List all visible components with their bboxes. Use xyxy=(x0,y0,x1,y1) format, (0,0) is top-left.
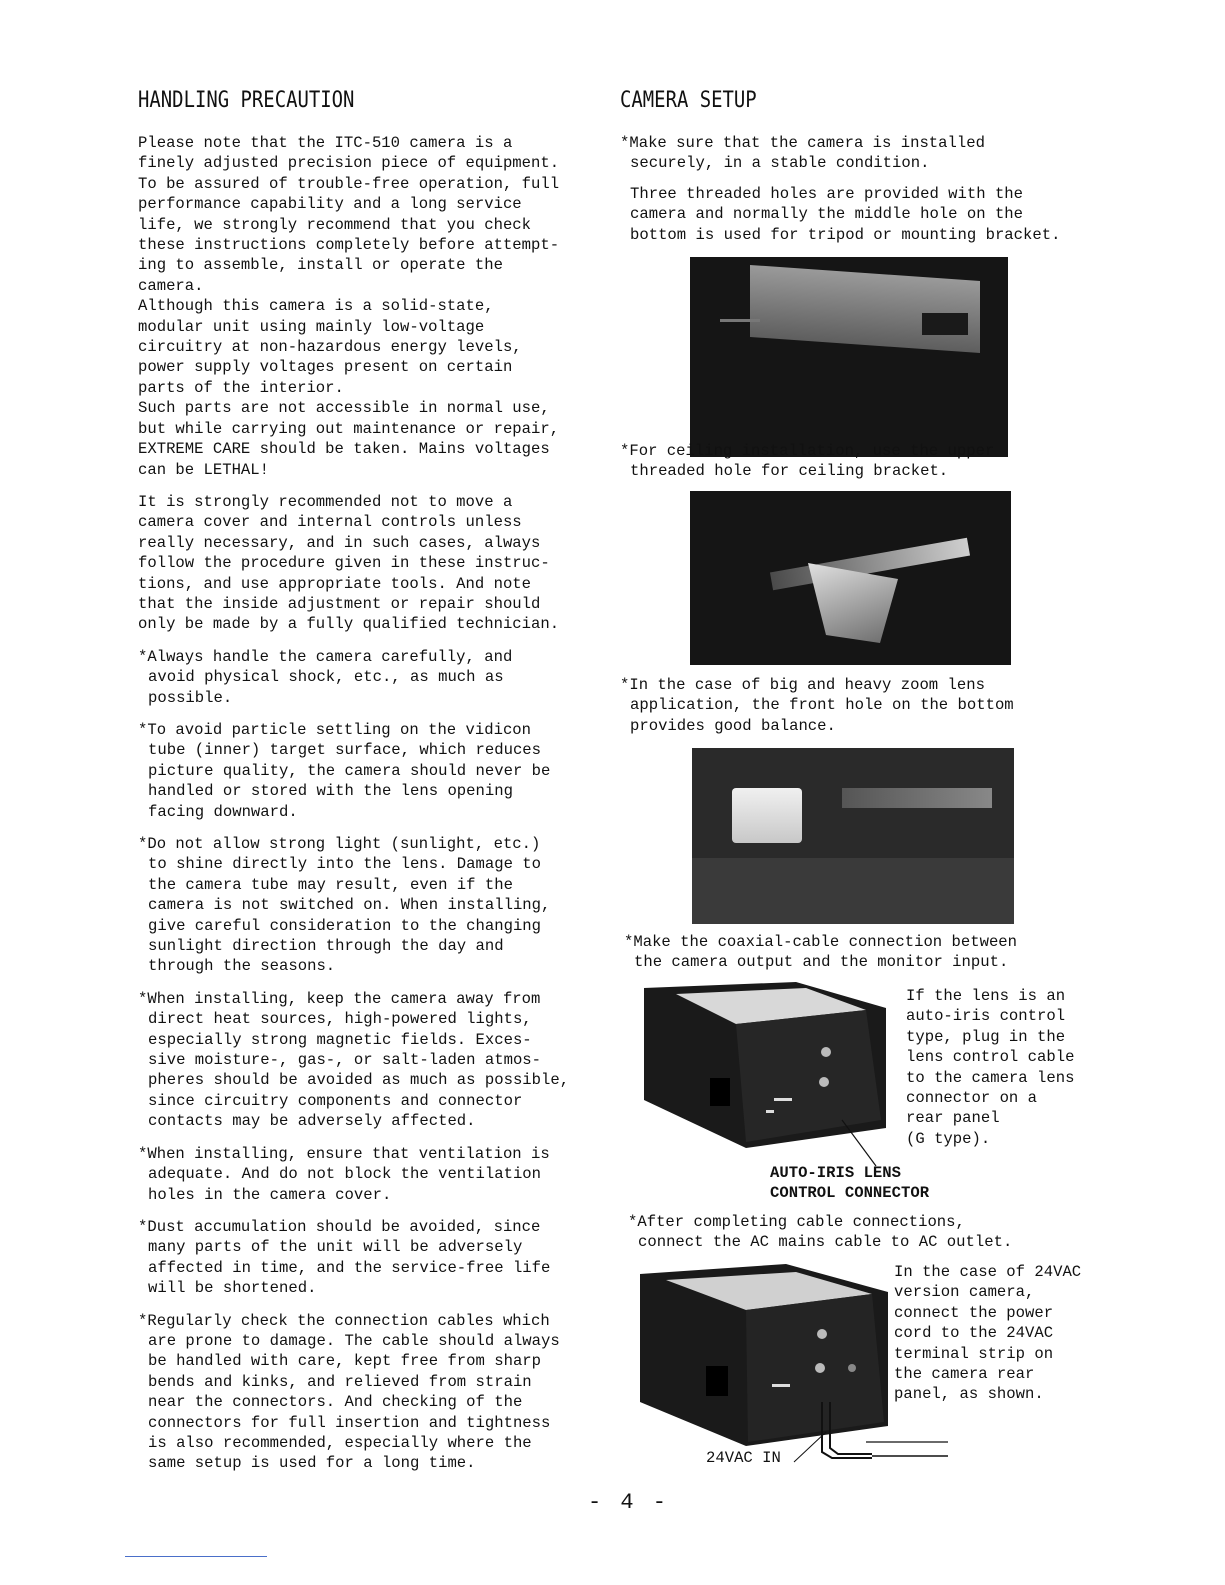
ac-mains-text: *After completing cable connections, connect the AC mains cable to AC outlet. xyxy=(628,1213,1013,1252)
bullet-particle-settling: *To avoid particle settling on the vidicon tube (inner) target surface, which reduces picture quality, the camera should never be handled or stored with the lens opening facing downward. xyxy=(138,720,551,821)
autoiris-connector-label: AUTO-IRIS LENS CONTROL CONNECTOR xyxy=(770,1164,930,1203)
ceiling-installation-text: *For ceiling installation, use the upper threaded hole for ceiling bracket. xyxy=(620,442,995,481)
bullet-strong-light: *Do not allow strong light (sunlight, etc.) to shine directly into the lens. Damage to the camera tube may result, even if the camera is not switched on. When installing, give careful consideration to the changing sunlight direction through the day and through the seasons. xyxy=(138,835,551,976)
ceiling-bracket-photo xyxy=(690,491,1011,665)
vac-note: In the case of 24VAC version camera, connect the power cord to the 24VAC terminal strip on the camera rear panel, as shown. xyxy=(894,1263,1082,1404)
warning-paragraph: It is strongly recommended not to move a camera cover and internal controls unless really necessary, and in such cases, always follow the procedure given in these instruc- tions, and use appropriate tools. And note that the inside adjustment or repair should only be made by a fully qualified technician. xyxy=(138,492,560,634)
camera-setup-heading: CAMERA SETUP xyxy=(620,88,757,113)
camera-bottom-photo xyxy=(690,257,1008,457)
coaxial-cable-text: *Make the coaxial-cable connection between the camera output and the monitor input. xyxy=(624,933,1018,972)
page-number: - 4 - xyxy=(588,1490,670,1515)
zoom-lens-text: *In the case of big and heavy zoom lens application, the front hole on the bottom provides good balance. xyxy=(620,676,1014,735)
install-securely-text: *Make sure that the camera is installed securely, in a stable condition. xyxy=(620,134,985,173)
setup-intro xyxy=(620,133,1100,257)
left-column xyxy=(138,133,608,1474)
bullet-cables: *Regularly check the connection cables which are prone to damage. The cable should always be handled with care, kept free from sharp bends and kinks, and relieved from strain near the connectors. And checking of the connectors for full insertion and tightness is also recommended, especially where the same setup is used for a long time. xyxy=(138,1311,560,1473)
zoom-lens-photo xyxy=(692,748,1014,924)
bullet-dust: *Dust accumulation should be avoided, since many parts of the unit will be adversely affected in time, and the service-free life will be shortened. xyxy=(138,1217,551,1298)
coax-note xyxy=(624,932,1104,973)
after-note xyxy=(628,1212,1108,1253)
bullet-ventilation: *When installing, ensure that ventilation is adequate. And do not block the ventilation holes in the camera cover. xyxy=(138,1144,550,1204)
autoiris-pointer-line xyxy=(840,1118,880,1168)
bullet-handle-carefully: *Always handle the camera carefully, and avoid physical shock, etc., as much as possible. xyxy=(138,647,513,707)
zoom-note xyxy=(620,675,1100,736)
footer-rule xyxy=(125,1556,267,1557)
intro-paragraph: Please note that the ITC-510 camera is a finely adjusted precision piece of equipment. To be assured of trouble-free operation, full performance capability and a long service life, we strongly recommend that you check these instructions completely before attempt- ing to assemble, install or operate the camera. Although this camera is a solid-state, modular unit using mainly low-voltage circuitry at non-hazardous energy levels, power supply voltages present on certain parts of the interior. Such parts are not accessible in normal use, but while carrying out maintenance or repair, EXTREME CARE should be taken. Mains voltages can be LETHAL! xyxy=(138,134,560,479)
vac-in-label: 24VAC IN xyxy=(706,1449,781,1467)
autoiris-note: If the lens is an auto-iris control type, plug in the lens control cable to the camera lens connector on a rear panel (G type). xyxy=(906,987,1075,1148)
bullet-heat-sources: *When installing, keep the camera away from direct heat sources, high-powered lights, especially strong magnetic fields. Exces- sive moisture-, gas-, or salt-laden atmos- pheres should be avoided as much as possible, since circuitry components and connector contacts may be adversely affected. xyxy=(138,989,570,1131)
handling-precaution-heading: HANDLING PRECAUTION xyxy=(138,88,355,113)
ceiling-note xyxy=(620,441,1100,482)
threaded-holes-text: Three threaded holes are provided with the camera and normally the middle hole on the bottom is used for tripod or mounting bracket. xyxy=(630,184,1061,244)
